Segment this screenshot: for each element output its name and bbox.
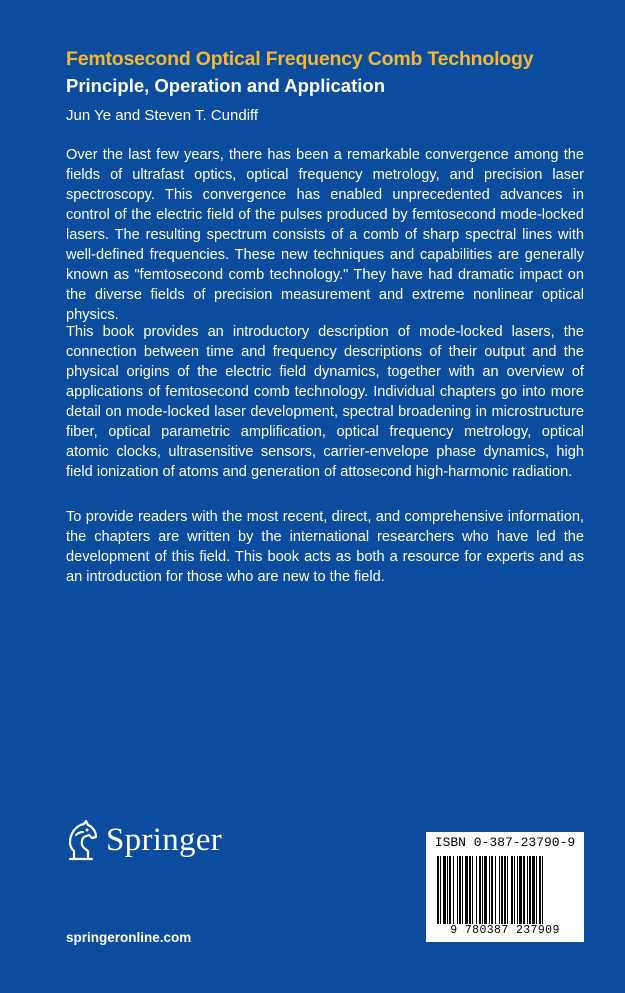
book-authors: Jun Ye and Steven T. Cundiff bbox=[66, 107, 259, 124]
publisher-website: springeronline.com bbox=[66, 930, 192, 945]
chess-knight-icon bbox=[62, 818, 102, 862]
blurb-paragraph-3: To provide readers with the most recent, direct, and comprehensive information, the chapters are written by the international researchers who have led the development of this field. This book acts as both a resource for experts and as an introduction for those who are new to the field. bbox=[66, 509, 584, 585]
publisher-name: Springer bbox=[106, 821, 223, 858]
publisher-logo bbox=[62, 818, 222, 862]
book-title: Femtosecond Optical Frequency Comb Technology bbox=[66, 48, 534, 70]
barcode-icon bbox=[436, 856, 576, 924]
barcode-number: 9 780387 237909 bbox=[450, 924, 560, 937]
blurb-paragraph-2: This book provides an introductory description of mode-locked lasers, the connection between time and frequency descriptions of their output and the physical origins of the electric field dynamics, together with an overview of applications of femtosecond comb technology. Individual chapters go into more detail on mode-locked laser development, spectral broadening in microstructure fiber, optical parametric amplification, optical frequency metrology, optical atomic clocks, ultrasensitive sensors, carrier-envelope phase dynamics, high field ionization of atoms and generation of attosecond high-harmonic radiation. bbox=[66, 324, 584, 480]
isbn-barcode-box bbox=[426, 832, 584, 942]
isbn-label: ISBN 0-387-23790-9 bbox=[434, 835, 576, 850]
blurb-paragraph-1: Over the last few years, there has been a remarkable convergence among the fields of ultrafast optics, optical frequency metrology, and precision laser spectroscopy. This convergence has enabled unprecedented advances in control of the electric field of the pulses produced by femtosecond mode-locked lasers. The resulting spectrum consists of a comb of sharp spectral lines with well-defined frequencies. These new techniques and capabilities are generally known as "femtosecond comb technology." They have had dramatic impact on the diverse fields of precision measurement and extreme nonlinear optical physics. bbox=[66, 147, 584, 323]
book-subtitle: Principle, Operation and Application bbox=[66, 75, 385, 96]
